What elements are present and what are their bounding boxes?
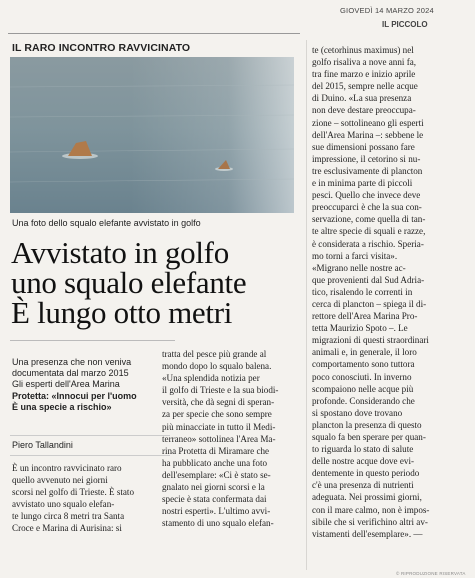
text-line: te altre specie di squali e razze, — [312, 226, 426, 237]
text-line: dell'esemplare: «Ci è stato se- — [162, 469, 271, 480]
text-line: sibile che si verifichino altri av- — [312, 516, 428, 527]
text-line: nostri esperti». L'ultimo avvi- — [162, 506, 271, 517]
text-line: specie è stata confermata dai — [162, 494, 267, 505]
kicker: IL RARO INCONTRO RAVVICINATO — [12, 42, 191, 54]
text-line: poco conosciuti. In inverno — [312, 371, 412, 382]
text-line: più minacciate in tutto il Medi- — [162, 421, 276, 432]
text-line: to riguarda lo stato di salute — [312, 444, 414, 455]
text-line: migrazioni di questi straordinari — [312, 335, 429, 346]
headline — [11, 235, 311, 330]
text-line: dell'Area Marina –: sebbene le — [312, 129, 424, 140]
text-line: tratta del pesce più grande al — [162, 349, 267, 359]
text-line: tetta Maurizio Spoto –. Le — [312, 323, 408, 334]
text-line: non deve destare preoccupa- — [312, 105, 416, 116]
text-line: stamento di uno squalo elefan- — [162, 518, 274, 529]
text-line: impressione, il cetorino si nu- — [312, 153, 421, 164]
text-line: profonde. Considerando che — [312, 395, 415, 406]
text-line: scompaiono nelle acque più — [312, 383, 414, 394]
header-date: GIOVEDÌ 14 MARZO 2024 — [340, 6, 434, 15]
text-line: delle nostre acque dove evi- — [312, 456, 415, 467]
text-line: tra fine marzo e inizio aprile — [312, 69, 416, 80]
text-line: adeguata. Nei prossimi giorni, — [312, 492, 422, 503]
byline-divider — [10, 435, 170, 436]
text-line: animali e, in generale, il loro — [312, 347, 417, 358]
text-line: «Una splendida notizia per — [162, 373, 260, 384]
text-line: squalo fa ben sperare per quan- — [312, 432, 426, 442]
text-line: avvistato uno squalo elefan- — [12, 499, 115, 510]
summary-line: Gli esperti dell'Area Marina — [12, 379, 120, 390]
headline-line: uno squalo elefante — [11, 265, 247, 300]
summary-line: È una specie a rischio» — [12, 401, 112, 412]
text-line: golfo risaliva a nove anni fa, — [312, 57, 417, 68]
text-line: il golfo di Trieste e la sua biodi- — [162, 385, 279, 396]
header-divider — [8, 33, 300, 34]
text-line: tico, risalendo le correnti in — [312, 286, 413, 297]
copyright-notice: © RIPRODUZIONE RISERVATA — [396, 571, 466, 576]
text-line: si spostano dove trovano — [312, 407, 403, 418]
text-line: te lungo circa 8 metri tra Santa — [12, 511, 125, 522]
text-line: tre esclusivamente di plancton — [312, 165, 423, 176]
text-line: rina Protetta di Miramare che — [162, 445, 270, 456]
text-line: plancton la presenza di questo — [312, 419, 422, 430]
summary — [12, 357, 172, 413]
shark-photo — [10, 57, 294, 213]
section-divider — [10, 340, 175, 341]
text-line: e in minima parte di piccoli — [312, 178, 413, 189]
column-divider — [306, 40, 307, 570]
text-line: mo torni a farci visita». — [312, 250, 398, 261]
text-line: del 2015, sempre nelle acque — [312, 81, 418, 92]
text-line: scorsi nel golfo di Trieste. È stato — [12, 487, 135, 498]
article-column-1 — [12, 462, 168, 535]
newspaper-name: IL PICCOLO — [382, 20, 428, 29]
text-line: Croce e Marina di Aurisina: si — [12, 523, 122, 534]
headline-line: Avvistato in golfo — [11, 235, 229, 270]
text-line: è considerata a rischio. Speria- — [312, 238, 424, 249]
text-line: zione – sottolineano gli esperti — [312, 117, 424, 128]
text-line: terraneo» sottolinea l'Area Ma- — [162, 433, 276, 444]
text-line: mondo dopo lo squalo balena. — [162, 361, 272, 372]
byline-divider — [10, 455, 170, 456]
text-line: pesci. Quello che invece deve — [312, 190, 421, 201]
text-line: «Migrano nelle nostre ac- — [312, 262, 406, 273]
text-line: rettore dell'Area Marina Pro- — [312, 311, 418, 322]
text-line: comportamento sono tuttora — [312, 359, 415, 370]
byline: Piero Tallandini — [12, 440, 73, 450]
summary-line: Protetta: «Innocui per l'uomo — [12, 390, 137, 401]
text-line: gnalato nei giorni scorsi e la — [162, 482, 265, 493]
text-line: cerca di plancton – spiega il di- — [312, 298, 427, 309]
summary-line: Una presenza che non veniva — [12, 357, 132, 367]
text-line: quello avvenuto nei giorni — [12, 475, 108, 486]
text-line: preoccuparci è che la sua con- — [312, 202, 422, 213]
photo-caption: Una foto dello squalo elefante avvistato in golfo — [12, 218, 201, 228]
text-line: sue dimensioni possano fare — [312, 141, 415, 152]
text-line: dentemente in questo periodo — [312, 468, 420, 479]
text-line: c'è una presenza di nutrienti — [312, 480, 414, 491]
text-line: servazione, come quella di tan- — [312, 214, 426, 225]
summary-line: documentata dal marzo 2015 — [12, 368, 129, 379]
article-column-3 — [312, 44, 470, 540]
text-line: vistamenti dell'esemplare». — — [312, 528, 423, 539]
text-line: te (cetorhinus maximus) nel — [312, 45, 414, 55]
text-line: versità, che dà segni di speran- — [162, 397, 275, 408]
article-column-2 — [162, 348, 302, 529]
headline-line: È lungo otto metri — [11, 295, 233, 330]
text-line: que provenienti dal Sud Adria- — [312, 274, 425, 285]
text-line: È un incontro ravvicinato raro — [12, 463, 122, 473]
text-line: ha pubblicato anche una foto — [162, 457, 268, 468]
text-line: con il mare calmo, non è impos- — [312, 504, 430, 515]
text-line: di Duino. «La sua presenza — [312, 93, 412, 104]
text-line: za per specie che sono sempre — [162, 409, 272, 420]
